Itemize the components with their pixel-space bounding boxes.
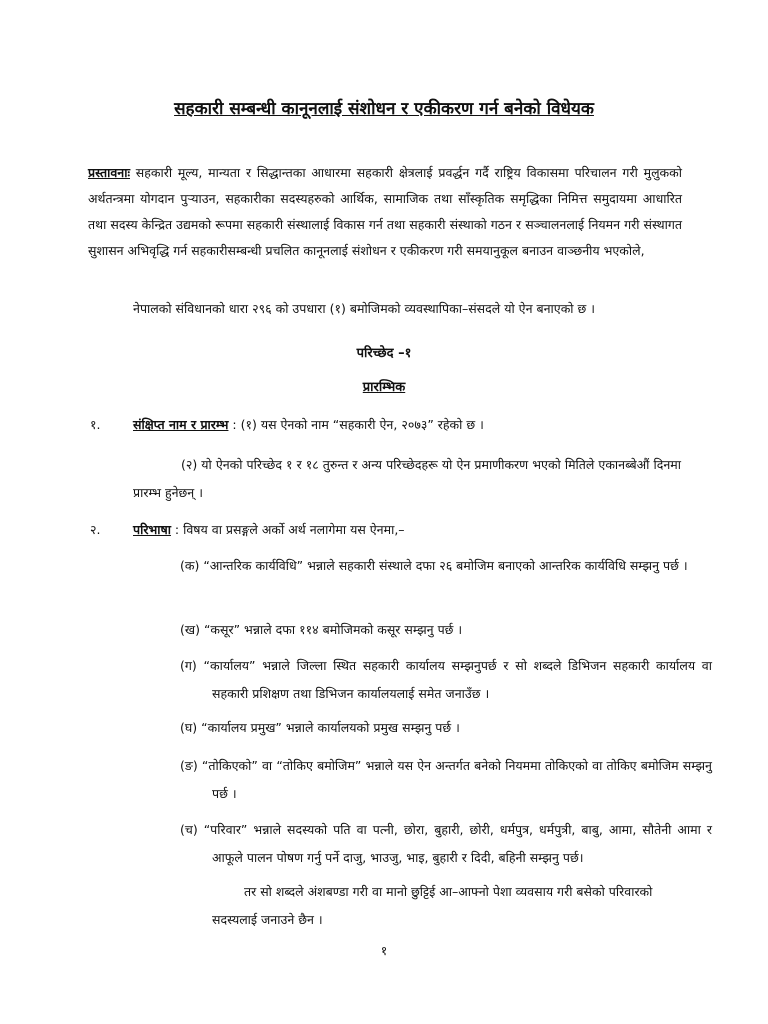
section-2-heading (133, 521, 681, 538)
section-1-number: १. (90, 417, 101, 432)
section-1-text: : (१) यस ऐनको नाम “सहकारी ऐन, २०७३” रहेको छ । (228, 417, 484, 432)
section-1-subsection-2: (२) यो ऐनको परिच्छेद १ र १८ तुरुन्त र अन्य परिच्छेदहरू यो ऐन प्रमाणीकरण भएको मितिले एकानब्बेऔं दिनमा प्रारम्भ हुनेछन् । (133, 457, 681, 500)
preamble-label: प्रस्तावनाः (88, 165, 130, 180)
section-1-heading (133, 416, 681, 433)
section-1-label: संक्षिप्त नाम र प्रारम्भ (133, 417, 229, 432)
section-2-label: परिभाषा (133, 522, 171, 537)
clause-kha: (ख) “कसूर” भन्नाले दफा ११४ बमोजिमको कसूर सम्झनु पर्छ । (180, 622, 463, 637)
page-number: १ (380, 943, 388, 958)
clause-ka: (क) “आन्तरिक कार्यविधि” भन्नाले सहकारी संस्थाले दफा २६ बमोजिम बनाएको आन्तरिक कार्यविधि सम्झनु पर्छ । (180, 558, 688, 573)
preamble-paragraph (88, 160, 682, 264)
section-2-text: : विषय वा प्रसङ्गले अर्को अर्थ नलागेमा यस ऐनमा,– (170, 522, 405, 537)
clause-ga: (ग) “कार्यालय” भन्नाले जिल्ला स्थित सहकारी कार्यालय सम्झनुपर्छ र सो शब्दले डिभिजन सहकारी कार्यालय वा सहकारी प्रशिक्षण तथा डिभिजन कार्यालयलाई समेत जनाउँछ । (180, 658, 712, 701)
enactment-clause: नेपालको संविधानको धारा २९६ को उपधारा (१) बमोजिमको व्यवस्थापिका–संसदले यो ऐन बनाएको छ । (133, 301, 595, 316)
clause-gha: (घ) “कार्यालय प्रमुख” भन्नाले कार्यालयको प्रमुख सम्झनु पर्छ । (180, 720, 460, 735)
document-title: सहकारी सम्बन्धी कानूनलाई संशोधन र एकीकरण गर्न बनेको विधेयक (174, 99, 594, 119)
chapter-heading: परिच्छेद –१ (356, 346, 412, 361)
clause-cha: (च) “परिवार” भन्नाले सदस्यको पति वा पत्नी, छोरा, बुहारी, छोरी, धर्मपुत्र, धर्मपुत्री, बाबु, आमा, सौतेनी आमा र आफूले पालन पोषण गर्नु पर्ने दाजु, भाउजु, भाइ, बुहारी र दिदी, बहिनी सम्झनु पर्छ। (180, 822, 712, 865)
chapter-title: प्रारम्भिक (362, 380, 406, 395)
preamble-text: सहकारी मूल्य, मान्यता र सिद्धान्तका आधारमा सहकारी क्षेत्रलाई प्रवर्द्धन गर्दै राष्ट्रिय विकासमा परिचालन गरी मुलुकको अर्थतन्त्रमा योगदान पुऱ्याउन, सहकारीका सदस्यहरुको आर्थिक, सामाजिक तथा साँस्कृतिक समृद्धिका निमित्त समुदायमा आधारित तथा सदस्य केन्द्रित उद्यमको रूपमा सहकारी संस्थालाई विकास गर्न तथा सहकारी संस्थाको गठन र सञ्चालनलाई नियमन गरी संस्थागत सुशासन अभिवृद्धि गर्न सहकारीसम्बन्धी प्रचलित कानूनलाई संशोधन र एकीकरण गरी समयानुकूल बनाउन वाञ्छनीय भएकोले, (88, 165, 682, 258)
section-2-number: २. (90, 522, 101, 537)
clause-nga: (ङ) “तोकिएको” वा “तोकिए बमोजिम” भन्नाले यस ऐन अन्तर्गत बनेको नियममा तोकिएको वा तोकिए बमोजिम सम्झनु पर्छ । (180, 758, 712, 801)
proviso: तर सो शब्दले अंशबण्डा गरी वा मानो छुट्टिई आ–आफ्नो पेशा व्यवसाय गरी बसेको परिवारको सदस्यलाई जनाउने छैन । (212, 884, 653, 927)
